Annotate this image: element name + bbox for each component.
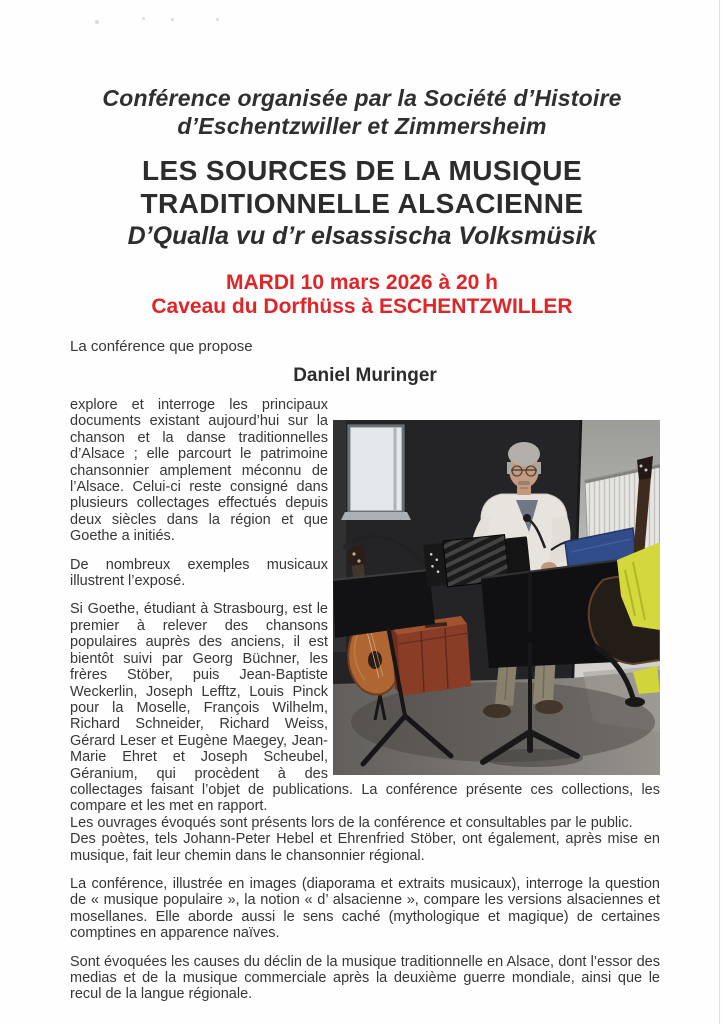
body-paragraph: De nombreux exemples musicaux illustrent l’exposé. [70, 556, 328, 590]
body-paragraph: La conférence, illustrée en images (diaporama et extraits musicaux), interroge la question de « musique populaire », la notion « d’ alsacienne », compare les versions alsaciennes et mosellanes. Elle aborde aussi le sens caché (mythologique et magique) de certaines comptines en apparence naïves. [70, 875, 660, 942]
body-paragraph: Sont évoquées les causes du déclin de la musique traditionnelle en Alsace, dont l’essor des medias et de la musique commerciale après la deuxième guerre mondiale, ainsi que le recul de la langue régionale. [70, 953, 660, 1003]
main-title [20, 154, 704, 220]
conference-photo-graphic [333, 420, 660, 775]
organizer-title [30, 84, 694, 140]
organizer-line-1: Conférence organisée par la Société d’Histoire [102, 85, 622, 111]
body-paragraph: Les ouvrages évoqués sont présents lors de la conférence et consultables par le public. [70, 814, 633, 831]
body-paragraph: Des poètes, tels Johann-Peter Hebel et Ehrenfried Stöber, ont également, après mise en musique, fait leur chemin dans le chansonnier régional. [70, 831, 660, 864]
intro-text: La conférence que propose [70, 338, 253, 355]
scan-artifact-dot [95, 20, 99, 24]
event-date-venue [0, 271, 724, 319]
speaker-name: Daniel Muringer [293, 365, 437, 386]
flyer-header [0, 84, 724, 319]
main-title-line-1: LES SOURCES DE LA MUSIQUE [142, 155, 582, 186]
event-date-line: MARDI 10 mars 2026 à 20 h [226, 271, 498, 294]
scan-artifact-dot [142, 17, 145, 20]
body-text [70, 397, 660, 1003]
organizer-line-2: d’Eschentzwiller et Zimmersheim [177, 113, 547, 139]
scan-artifact-dot [216, 18, 219, 21]
scan-artifact-dot [171, 18, 174, 21]
event-venue-line: Caveau du Dorfhüss à ESCHENTZWILLER [151, 295, 573, 318]
musician-playing-concertina-photo [333, 420, 660, 775]
main-title-line-2: TRADITIONNELLE ALSACIENNE [140, 188, 584, 219]
body-paragraph: explore et interroge les principaux documents existant aujourd’hui sur la chanson et la danse traditionnelles d’Alsace ; elle parcourt le patrimoine chansonnier amplement méconnu de l’Alsace. Celui-ci reste consigné dans plusieurs collectages effectués depuis deux siècles dans la région et que Goethe a initiés. [70, 397, 328, 545]
alsatian-subtitle: D’Qualla vu d’r elsassischa Volksmüsik [127, 222, 597, 250]
body-paragraph: Si Goethe, étudiant à Strasbourg, est le premier à relever des chansons populaires auprès des anciens, il est bientôt suivi par Georg Büchner, les frères Stöber, puis Jean-Baptiste Weckerlin, Joseph Lefftz, Louis Pinck pour la Moselle, François Wilhelm, Richard Schneider, Richard Weiss, Gérard Leser et Eugène Maegey, Jean-Marie Ehret et Joseph Scheubel, Géranium, qui procèdent à des collectages faisant l’objet de publications. La conférence présente ces collections, les compare et les met en rapport. [70, 601, 660, 815]
page-edge-scan-line [719, 0, 720, 1024]
